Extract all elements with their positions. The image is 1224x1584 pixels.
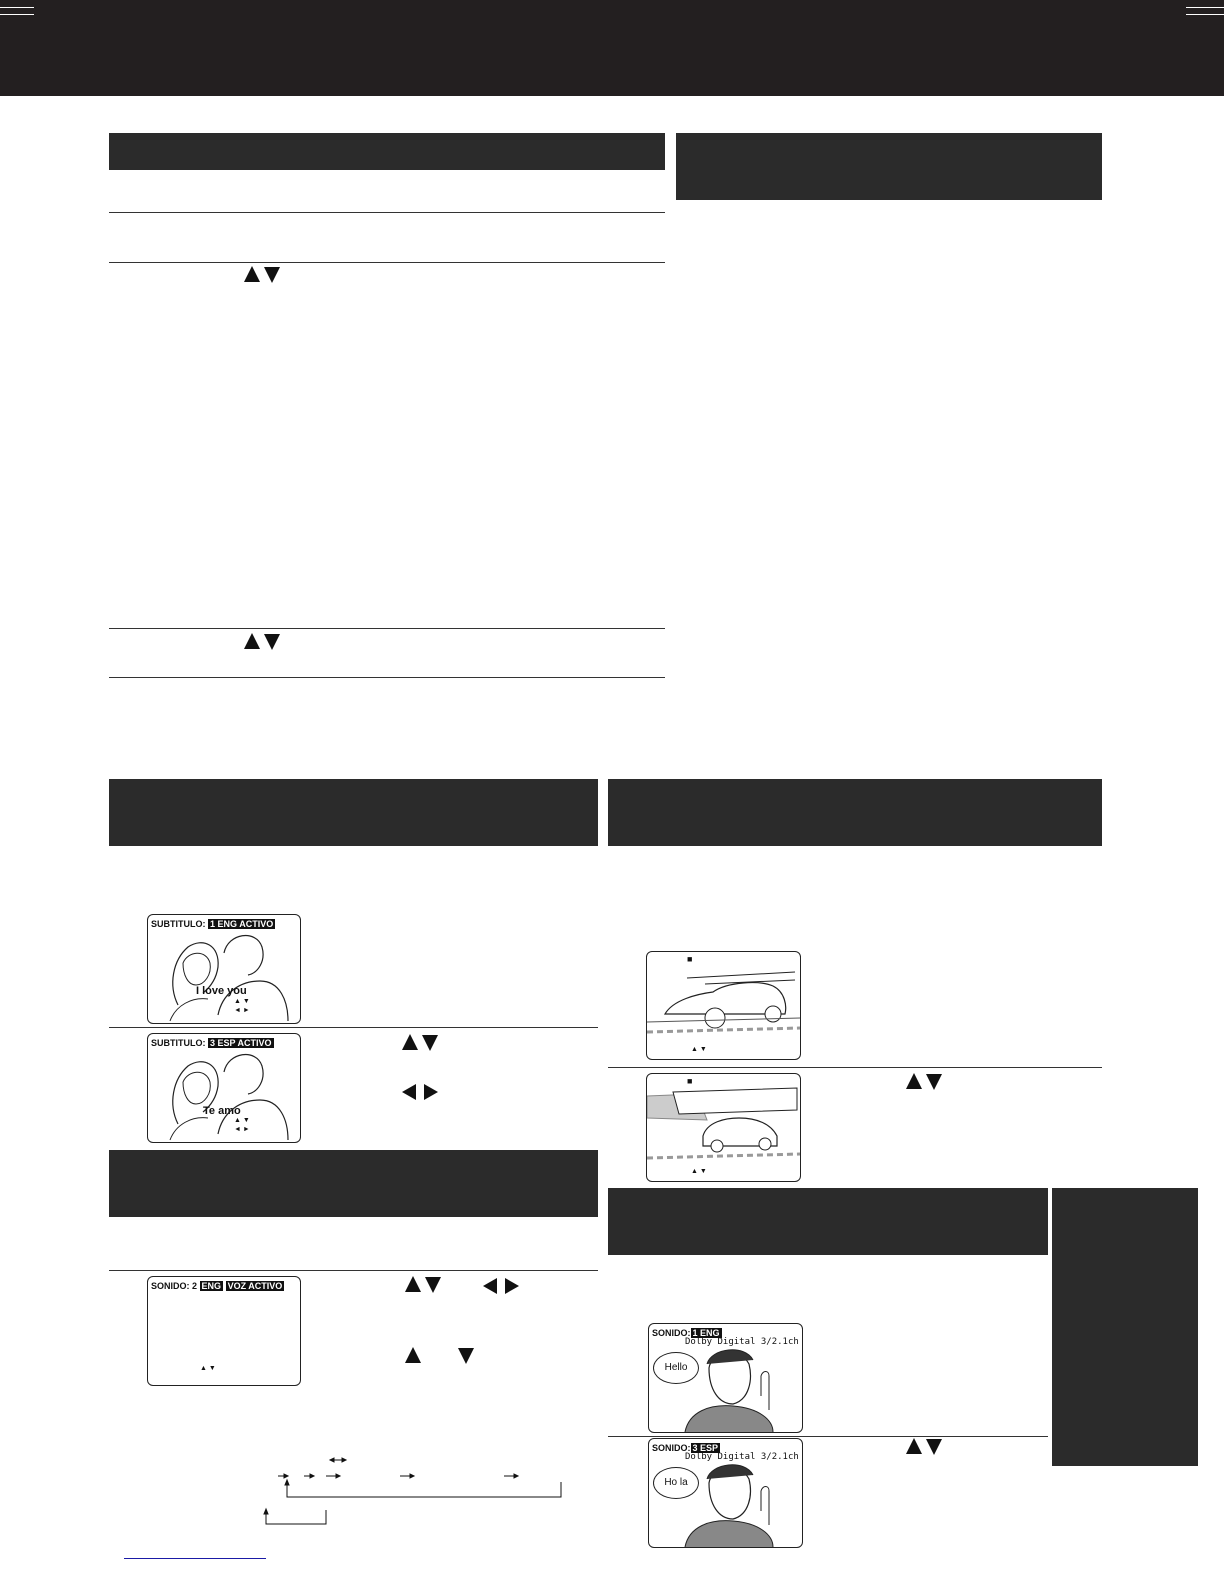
down-arrow-icon [264, 634, 280, 650]
speech-bubble: Hello [653, 1352, 699, 1384]
down-arrow-icon [422, 1035, 438, 1051]
subtitle-caption: Te amo [203, 1105, 241, 1117]
header-corner-rule-left [0, 7, 34, 15]
nav-hint-left-right: ◄ ► [234, 1007, 250, 1014]
angle-marker: ■ [687, 954, 693, 964]
divider [109, 1270, 598, 1271]
nav-hint-left-right: ◄ ► [234, 1126, 250, 1133]
nav-hint-up-down: ▲ ▼ [234, 998, 250, 1005]
osd-label: SONIDO: [652, 1328, 691, 1338]
link-underline[interactable] [124, 1558, 266, 1559]
osd-label: SUBTITULO: [151, 919, 206, 929]
down-arrow-icon [458, 1348, 474, 1364]
down-arrow-icon [926, 1074, 942, 1090]
section-bar-subtitle [109, 779, 598, 846]
angle-screen-rear [646, 1073, 801, 1182]
header-corner-rule-right [1186, 7, 1224, 15]
osd-label: SONIDO: [652, 1443, 691, 1453]
couple-illustration [148, 1034, 300, 1142]
nav-hint-up-down: ▲ ▼ [200, 1365, 216, 1372]
down-arrow-icon [425, 1277, 441, 1293]
sound-mode-flow-diagram [260, 1452, 570, 1528]
osd-tag: 1 ENG ACTIVO [210, 919, 274, 929]
down-arrow-icon [264, 267, 280, 283]
nav-hint-up-down: ▲ ▼ [691, 1168, 707, 1175]
up-arrow-icon [405, 1276, 421, 1292]
page-header-bar [0, 0, 1224, 96]
up-arrow-icon [906, 1438, 922, 1454]
up-arrow-icon [244, 266, 260, 282]
osd-label: SUBTITULO: [151, 1038, 206, 1048]
couple-illustration [148, 915, 300, 1023]
subtitle-screen-spanish [147, 1033, 301, 1143]
up-arrow-icon [405, 1347, 421, 1363]
sound-screen-spanish [648, 1438, 803, 1548]
divider [109, 212, 665, 213]
sound-osd-screen [147, 1276, 301, 1386]
divider [109, 628, 665, 629]
angle-marker: ■ [687, 1076, 693, 1086]
up-arrow-icon [906, 1073, 922, 1089]
divider [109, 262, 665, 263]
left-arrow-icon [483, 1278, 497, 1294]
divider [608, 1067, 1102, 1068]
audio-format: Dolby Digital 3/2.1ch [685, 1452, 799, 1462]
osd-tag: VOZ ACTIVO [227, 1281, 283, 1291]
section-bar-angle [608, 779, 1102, 846]
nav-hint-up-down: ▲ ▼ [691, 1046, 707, 1053]
speech-bubble: Ho la [653, 1467, 699, 1499]
up-arrow-icon [402, 1034, 418, 1050]
osd-tag: 3 ESP ACTIVO [210, 1038, 272, 1048]
divider [608, 1436, 1048, 1437]
subtitle-screen-english [147, 914, 301, 1024]
car-illustration [647, 952, 800, 1059]
audio-format: Dolby Digital 3/2.1ch [685, 1337, 799, 1347]
divider [109, 677, 665, 678]
osd-label: SONIDO: 2 [151, 1281, 198, 1291]
down-arrow-icon [926, 1439, 942, 1455]
section-bar-upper-left [109, 133, 665, 170]
osd-tag: 3 ESP [692, 1443, 719, 1453]
osd-tag: 1 ENG [692, 1328, 720, 1338]
up-arrow-icon [244, 633, 260, 649]
nav-hint-up-down: ▲ ▼ [234, 1117, 250, 1124]
right-arrow-icon [424, 1084, 438, 1100]
section-bar-upper-right [676, 133, 1102, 200]
section-bar-audio-language [608, 1188, 1048, 1255]
car-illustration [647, 1074, 800, 1181]
right-arrow-icon [505, 1278, 519, 1294]
section-bar-audio [109, 1150, 598, 1217]
subtitle-caption: I love you [196, 985, 247, 997]
side-chapter-tab [1052, 1188, 1198, 1466]
osd-tag: ENG [201, 1281, 222, 1291]
angle-screen-front [646, 951, 801, 1060]
left-arrow-icon [402, 1084, 416, 1100]
sound-screen-english [648, 1323, 803, 1433]
divider [109, 1027, 598, 1028]
